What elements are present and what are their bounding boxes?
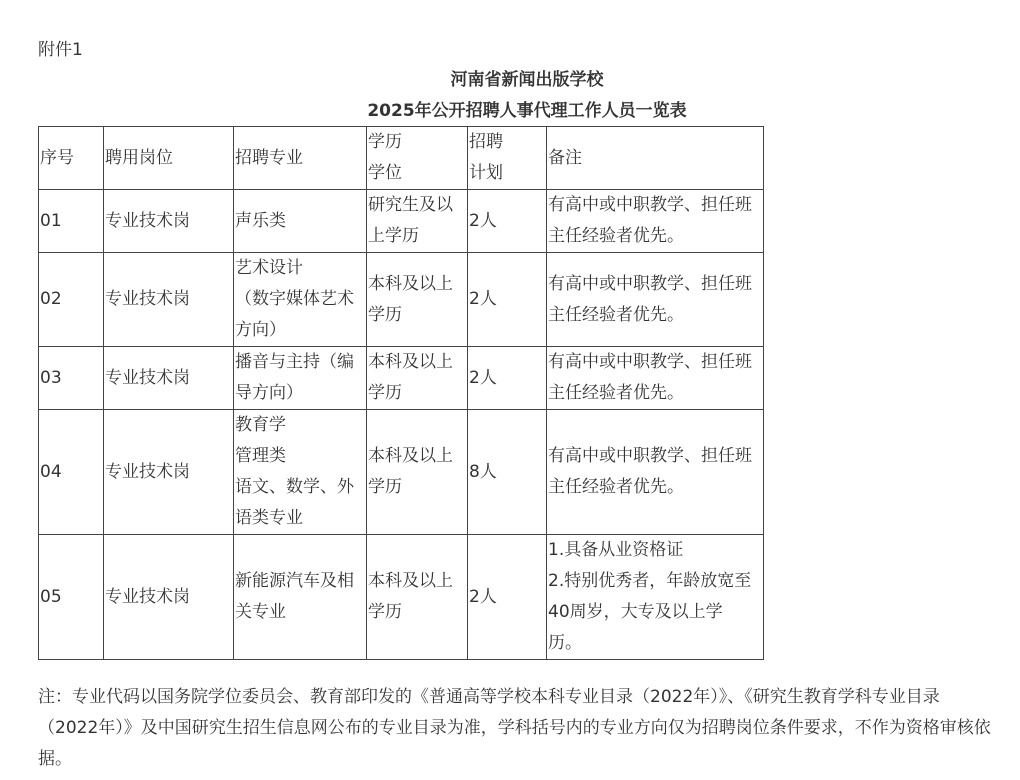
cell-major-line: 导方向） [235,383,303,403]
cell-major [234,347,367,410]
header-seq: 序号 [39,127,104,190]
cell-education-line: 研究生及以 [368,195,453,215]
cell-position: 专业技术岗 [104,535,234,660]
cell-remarks-line: 有高中或中职教学、担任班 [548,352,752,372]
cell-education-line: 本科及以上 [368,571,453,591]
header-remarks: 备注 [547,127,764,190]
cell-education [367,253,468,347]
cell-major-line: 方向） [235,320,286,340]
cell-education-line: 本科及以上 [368,273,453,294]
cell-education-line: 本科及以上 [368,446,453,466]
header-education-line: 学历 [368,132,402,152]
cell-remarks-line: 历。 [548,633,582,653]
header-plan-line: 招聘 [469,132,503,152]
cell-remarks-line: 主任经验者优先。 [548,304,684,325]
cell-education [367,535,468,660]
cell-major-line: 管理类 [235,446,286,466]
cell-remarks [547,410,764,535]
cell-position: 专业技术岗 [104,347,234,410]
table-header-row [39,127,764,190]
table-row [39,410,764,535]
cell-major-line: 播音与主持（编 [235,352,354,372]
table-row [39,535,764,660]
cell-education [367,190,468,253]
cell-remarks-line: 有高中或中职教学、担任班 [548,273,752,294]
cell-major [234,190,367,253]
cell-education-line: 上学历 [368,226,419,246]
cell-seq: 04 [39,410,104,535]
cell-plan: 2人 [468,253,547,347]
cell-major-line: 关专业 [235,602,286,622]
table-row [39,253,764,347]
cell-position: 专业技术岗 [104,190,234,253]
cell-major-line: 语文、数学、外 [235,477,354,497]
cell-seq: 02 [39,253,104,347]
cell-major-line: 语类专业 [235,508,303,528]
cell-position: 专业技术岗 [104,253,234,347]
cell-major-line: 艺术设计 [235,258,303,278]
cell-major-line: 声乐类 [235,210,286,231]
cell-remarks-line: 有高中或中职教学、担任班 [548,446,752,466]
header-plan-line: 计划 [469,163,503,183]
cell-education-line: 本科及以上 [368,352,453,372]
cell-seq: 01 [39,190,104,253]
header-education-line: 学位 [368,163,402,183]
cell-plan: 2人 [468,347,547,410]
cell-remarks-line: 1.具备从业资格证 [548,540,684,560]
cell-plan: 2人 [468,190,547,253]
cell-seq: 05 [39,535,104,660]
cell-remarks-line: 有高中或中职教学、担任班 [548,195,752,215]
cell-seq: 03 [39,347,104,410]
cell-major [234,410,367,535]
table-row [39,190,764,253]
header-major: 招聘专业 [234,127,367,190]
cell-plan: 2人 [468,535,547,660]
cell-plan: 8人 [468,410,547,535]
cell-education-line: 学历 [368,477,402,497]
recruitment-table [38,126,764,660]
document-subtitle: 2025年公开招聘人事代理工作人员一览表 [367,101,687,121]
cell-education [367,410,468,535]
cell-remarks [547,253,764,347]
cell-remarks-line: 主任经验者优先。 [548,383,684,403]
cell-remarks-line: 40周岁，大专及以上学 [548,602,723,622]
cell-remarks [547,347,764,410]
cell-education-line: 学历 [368,602,402,622]
cell-education [367,347,468,410]
cell-major-line: 新能源汽车及相 [235,571,354,591]
cell-major-line: 教育学 [235,415,286,435]
cell-major [234,535,367,660]
cell-remarks [547,535,764,660]
cell-major-line: （数字媒体艺术 [235,289,354,309]
cell-remarks [547,190,764,253]
attachment-label: 附件1 [38,40,83,60]
cell-education-line: 学历 [368,304,402,325]
header-plan [468,127,547,190]
table-row [39,347,764,410]
cell-major [234,253,367,347]
footnote: 注：专业代码以国务院学位委员会、教育部印发的《普通高等学校本科专业目录（2022年）》、《研究生教育学科专业目录（2022年）》及中国研究生招生信息网公布的专业目录为准，学科括号内的专业方向仅为招聘岗位条件要求，不作为资格审核依据。 [38,687,991,769]
cell-remarks-line: 2.特别优秀者，年龄放宽至 [548,571,752,591]
cell-remarks-line: 主任经验者优先。 [548,477,684,497]
cell-remarks-line: 主任经验者优先。 [548,226,684,246]
cell-education-line: 学历 [368,383,402,403]
header-position: 聘用岗位 [104,127,234,190]
document-title: 河南省新闻出版学校 [450,70,604,90]
cell-position: 专业技术岗 [104,410,234,535]
header-education [367,127,468,190]
